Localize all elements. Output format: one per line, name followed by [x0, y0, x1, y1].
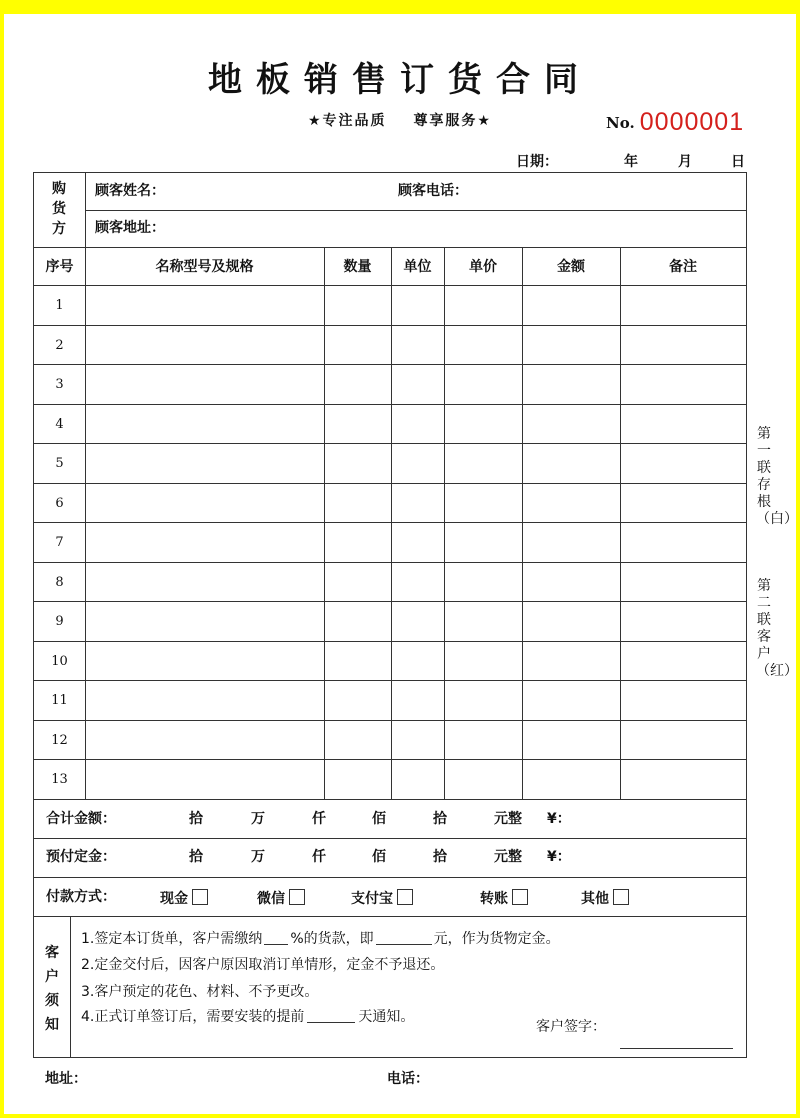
table-row[interactable] — [34, 562, 746, 602]
payment-wechat-label: 微信 — [257, 891, 285, 907]
term-4-text-b: 天通知。 — [358, 1009, 415, 1025]
divider — [34, 799, 746, 800]
slogan-part-2: 尊享服务★ — [413, 113, 492, 129]
deposit-unit-qian: 仟 — [312, 849, 326, 865]
divider — [34, 364, 746, 365]
row-index: 4 — [55, 416, 64, 432]
payment-transfer-option[interactable] — [480, 889, 528, 907]
serial-value: 0000001 — [639, 108, 745, 136]
header-product-spec: 名称型号及规格 — [155, 259, 254, 275]
slogan-part-1: ★专注品质 — [308, 113, 387, 129]
form-table — [33, 172, 747, 1058]
copy-label-stub: 第一联存根（白） — [756, 426, 798, 527]
date-label: 日期： — [516, 154, 558, 170]
checkbox-icon[interactable] — [289, 889, 305, 905]
table-row[interactable] — [34, 680, 746, 720]
customer-signature-line[interactable] — [620, 1048, 733, 1049]
divider — [34, 443, 746, 444]
divider — [34, 247, 746, 248]
row-index: 1 — [55, 298, 64, 313]
deposit-unit-shi: 拾 — [189, 849, 203, 865]
total-unit-wan: 万 — [251, 811, 265, 827]
table-row[interactable] — [34, 404, 746, 444]
total-unit-qian: 仟 — [312, 811, 326, 827]
term-1-text-a: 1.签定本订货单，客户需缴纳 — [81, 931, 263, 947]
table-row[interactable] — [34, 325, 746, 365]
header-unit-price: 单价 — [469, 259, 497, 275]
divider — [85, 210, 746, 211]
payment-other-option[interactable] — [581, 889, 629, 907]
divider — [34, 522, 746, 523]
divider — [34, 562, 746, 563]
row-index: 8 — [55, 574, 64, 590]
table-row[interactable] — [34, 641, 746, 681]
total-unit-shi-2: 拾 — [433, 811, 447, 827]
row-index: 5 — [55, 456, 64, 471]
row-index: 3 — [55, 377, 64, 392]
checkbox-icon[interactable] — [397, 889, 413, 905]
header-index: 序号 — [45, 259, 74, 275]
payment-method-label: 付款方式： — [46, 889, 116, 905]
divider — [34, 641, 746, 642]
table-row[interactable] — [34, 601, 746, 641]
copy-label-customer: 第二联客户（红） — [756, 578, 798, 679]
order-form-page — [4, 14, 796, 1114]
divider — [34, 759, 746, 760]
checkbox-icon[interactable] — [512, 889, 528, 905]
divider — [34, 680, 746, 681]
checkbox-icon[interactable] — [192, 889, 208, 905]
customer-signature-label: 客户签字： — [536, 1019, 606, 1035]
deposit-currency: ¥： — [547, 849, 571, 865]
header-quantity: 数量 — [343, 259, 372, 275]
total-unit-shi: 拾 — [189, 811, 203, 827]
term-4 — [81, 1009, 414, 1025]
date-year[interactable]: 年 — [624, 154, 638, 170]
total-unit-bai: 佰 — [372, 811, 386, 827]
term-1-text-b: %的货款，即 — [290, 931, 374, 947]
divider — [34, 483, 746, 484]
notice-days-field[interactable] — [307, 1022, 355, 1023]
payment-wechat-option[interactable] — [257, 889, 305, 907]
date-day[interactable]: 日 — [731, 154, 745, 170]
checkbox-icon[interactable] — [613, 889, 629, 905]
row-index: 9 — [55, 614, 64, 629]
payment-cash-option[interactable] — [160, 889, 208, 907]
form-title: 地板销售订货合同 — [208, 60, 592, 100]
date-month[interactable]: 月 — [678, 154, 692, 170]
header-amount: 金额 — [557, 259, 585, 275]
deposit-label: 预付定金： — [46, 849, 116, 865]
footer-address-label: 地址： — [45, 1071, 87, 1087]
term-3: 3.客户预定的花色、材料、不予更改。 — [81, 984, 319, 1000]
term-1 — [81, 931, 560, 947]
deposit-amount-field[interactable] — [376, 944, 432, 945]
term-2: 2.定金交付后，因客户原因取消订单情形，定金不予退还。 — [81, 957, 445, 973]
buyer-section-label: 购货方 — [52, 181, 66, 237]
total-currency: ¥： — [547, 811, 571, 827]
divider — [34, 838, 746, 839]
customer-address-field[interactable]: 顾客地址： — [95, 220, 165, 236]
row-index: 13 — [51, 772, 68, 787]
deposit-unit-shi-2: 拾 — [433, 849, 447, 865]
customer-name-field[interactable]: 顾客姓名： — [95, 183, 165, 199]
table-row[interactable] — [34, 364, 746, 404]
term-4-text-a: 4.正式订单签订后，需要安装的提前 — [81, 1009, 305, 1025]
serial-number — [606, 108, 744, 137]
footer-phone-label: 电话： — [387, 1071, 429, 1087]
total-amount-label: 合计金额： — [46, 811, 116, 827]
deposit-unit-bai: 佰 — [372, 849, 386, 865]
deposit-unit-wan: 万 — [251, 849, 265, 865]
header-unit: 单位 — [403, 259, 432, 275]
table-row[interactable] — [34, 720, 746, 760]
payment-cash-label: 现金 — [160, 891, 188, 907]
deposit-unit-yuan: 元整 — [494, 849, 522, 865]
customer-phone-field[interactable]: 顾客电话： — [398, 183, 468, 199]
divider — [34, 404, 746, 405]
table-row[interactable] — [34, 285, 746, 325]
row-index: 12 — [51, 732, 68, 748]
customer-notice-label: 客户须知 — [45, 945, 59, 1033]
divider — [34, 916, 746, 917]
row-index: 2 — [55, 337, 64, 353]
table-row[interactable] — [34, 483, 746, 523]
table-row[interactable] — [34, 759, 746, 799]
divider — [70, 916, 71, 1057]
row-index: 6 — [55, 495, 64, 511]
term-1-text-c: 元，作为货物定金。 — [433, 931, 560, 947]
row-index: 11 — [51, 693, 68, 708]
serial-prefix: No. — [606, 114, 635, 132]
divider — [34, 877, 746, 878]
divider — [34, 720, 746, 721]
table-row[interactable] — [34, 443, 746, 483]
deposit-percent-field[interactable] — [264, 944, 288, 945]
payment-alipay-label: 支付宝 — [351, 891, 393, 907]
table-row[interactable] — [34, 522, 746, 562]
payment-transfer-label: 转账 — [480, 891, 508, 907]
payment-other-label: 其他 — [581, 891, 609, 907]
divider — [34, 601, 746, 602]
row-index: 7 — [55, 535, 64, 550]
divider — [34, 325, 746, 326]
header-remarks: 备注 — [669, 259, 697, 275]
row-index: 10 — [51, 653, 68, 669]
payment-alipay-option[interactable] — [351, 889, 413, 907]
total-unit-yuan: 元整 — [494, 811, 522, 827]
